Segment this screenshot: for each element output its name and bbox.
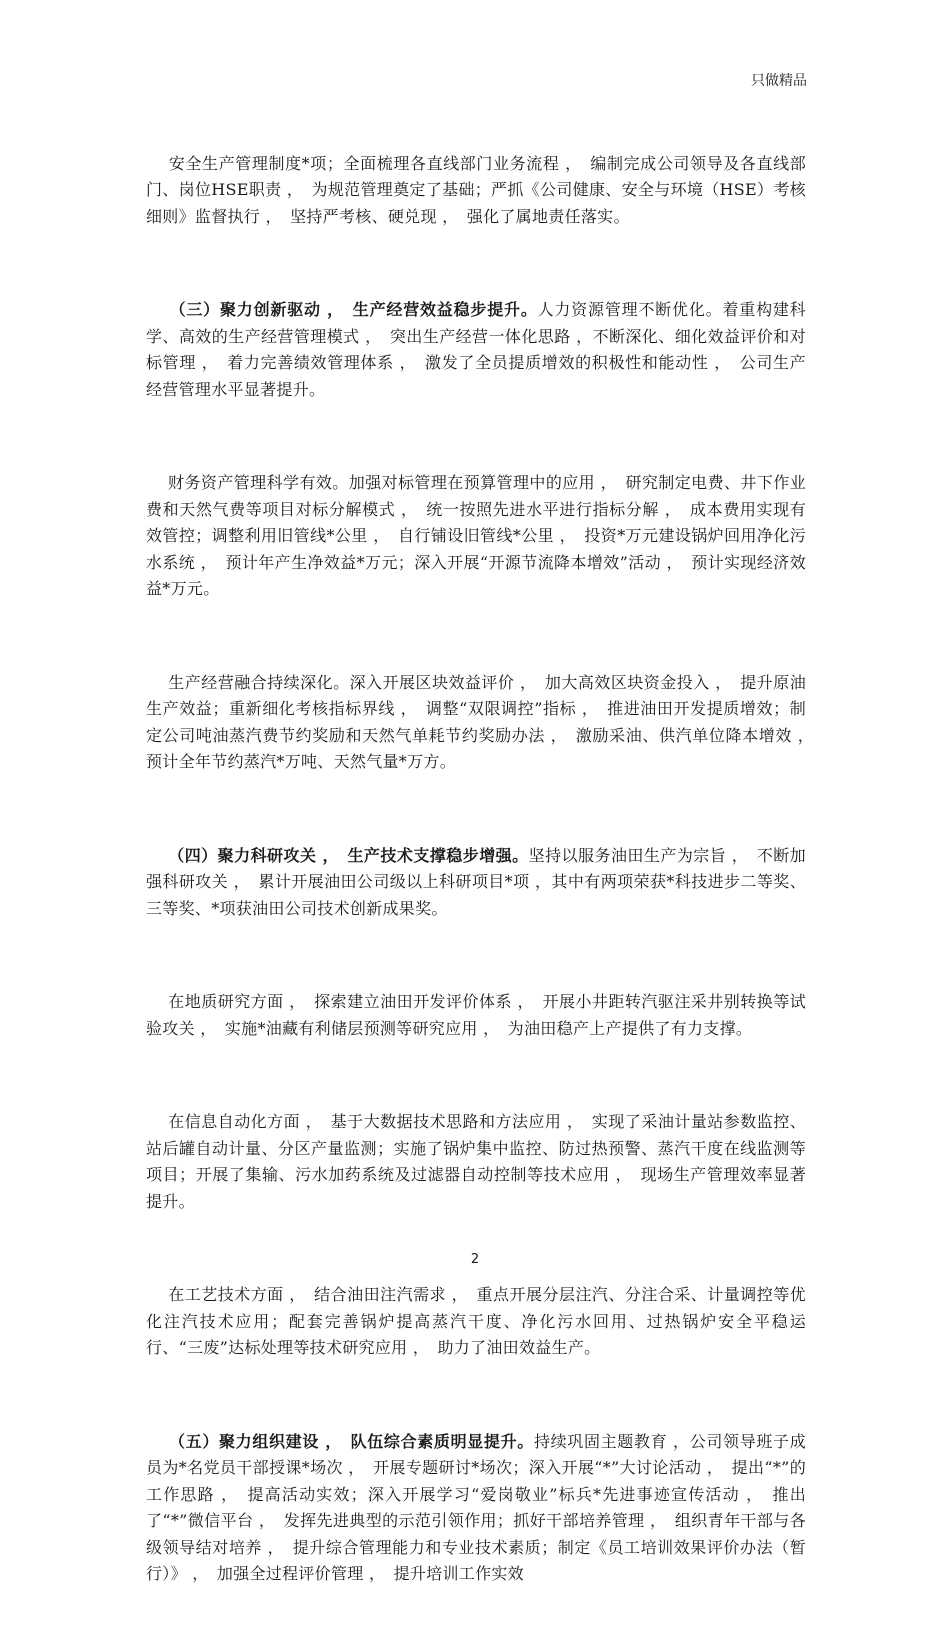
paragraph-section-four [146, 816, 806, 949]
paragraph-section-three [146, 271, 806, 430]
paragraph-text: 在信息自动化方面 ， 基于大数据技术思路和方法应用 ， 实现了采油计量站参数监控、站后罐自动计量、分区产量监测；实施了锅炉集中监控、防过热预警、蒸汽干度在线监测等项目；开展了集输、污水加药系统及过滤器自动控制等技术应用 ， 现场生产管理效率显著提升。 [146, 1112, 806, 1211]
paragraph-finance [146, 444, 806, 630]
section-heading: （五）聚力组织建设 ， 队伍综合素质明显提升。 [169, 1431, 534, 1451]
header-note: 只做精品 [751, 73, 807, 89]
section-heading: （四）聚力科研攻关 ， 生产技术支撑稳步增强。 [168, 845, 529, 865]
paragraph-hse-continuation [146, 124, 806, 257]
paragraph-text: 在地质研究方面 ， 探索建立油田开发评价体系 ， 开展小井距转汽驱注采井别转换等试验攻关 ， 实施*油藏有利储层预测等研究应用 ， 为油田稳产上产提供了有力支撑。 [146, 992, 806, 1038]
paragraph-geology [146, 963, 806, 1069]
paragraph-automation [146, 1083, 806, 1242]
paragraph-text: 人力资源管理不断优化。着重构建科学、高效的生产经营管理模式 ， 突出生产经营一体化思路 ，不断深化、细化效益评价和对标管理 ， 着力完善绩效管理体系 ， 激发了全员提质增效的积极性和能动性 ， 公司生产经营管理水平显著提升。 [146, 300, 806, 399]
paragraph-text: 生产经营融合持续深化。深入开展区块效益评价 ， 加大高效区块资金投入 ， 提升原油生产效益；重新细化考核指标界线 ， 调整“双限调控”指标 ， 推进油田开发提质增效；制定公司吨油蒸汽费节约奖励和天然气单耗节约奖励办法 ， 激励采油、供汽单位降本增效 ， 预计全年节约蒸汽*万吨、天然气量*万方。 [146, 672, 823, 771]
paragraph-production-operations [146, 643, 823, 802]
paragraph-text: 财务资产管理科学有效。加强对标管理在预算管理中的应用 ， 研究制定电费、井下作业费和天然气费等项目对标分解模式 ， 统一按照先进水平进行指标分解 ， 成本费用实现有效管控；调整利用旧管线*公里 ， 自行铺设旧管线*公里 ， 投资*万元建设锅炉回用净化污水系统 ， 预计年产生净效益*万元；深入开展“开源节流降本增效”活动 ， 预计实现经济效益*万元。 [146, 473, 806, 598]
paragraph-text: 在工艺技术方面 ， 结合油田注汽需求 ， 重点开展分层注汽、分注合采、计量调控等优化注汽技术应用；配套完善锅炉提高蒸汽干度、净化污水回用、过热锅炉安全平稳运行、“三废”达标处理等技术研究应用 ， 助力了油田效益生产。 [146, 1285, 806, 1357]
paragraph-text: 安全生产管理制度*项；全面梳理各直线部门业务流程 ， 编制完成公司领导及各直线部门、岗位HSE职责 ， 为规范管理奠定了基础；严抓《公司健康、安全与环境（HSE）考核细则》监督执行 ， 坚持严考核、硬兑现 ， 强化了属地责任落实。 [146, 153, 807, 226]
section-heading: （三）聚力创新驱动 ， 生产经营效益稳步提升。 [169, 300, 538, 319]
paragraph-text: 坚持以服务油田生产为宗旨 ， 不断加强科研攻关 ， 累计开展油田公司级以上科研项目*项 ，其中有两项荣获*科技进步二等奖、三等奖、*项获油田公司技术创新成果奖。 [146, 845, 806, 918]
paragraph-text: 持续巩固主题教育 ，公司领导班子成员为*名党员干部授课*场次 ， 开展专题研讨*场次；深入开展“*”大讨论活动 ， 提出“*”的工作思路 ， 提高活动实效；深入开展学习“爱岗敬业”标兵*先进事迹宣传活动 ， 推出了“*”微信平台 ， 发挥先进典型的示范引领作用；抓好干部培养管理 ， 组织青年干部与各级领导结对培养 ， 提升综合管理能力和专业技术素质；制定《员工培训效果评价办法（暂行）》 ， 加强全过程评价管理 ， 提升培训工作实效 [146, 1431, 806, 1583]
document-body [146, 124, 823, 1628]
page-number: 2 [470, 1252, 480, 1267]
paragraph-section-five [146, 1402, 806, 1614]
paragraph-process-technology [146, 1256, 806, 1389]
